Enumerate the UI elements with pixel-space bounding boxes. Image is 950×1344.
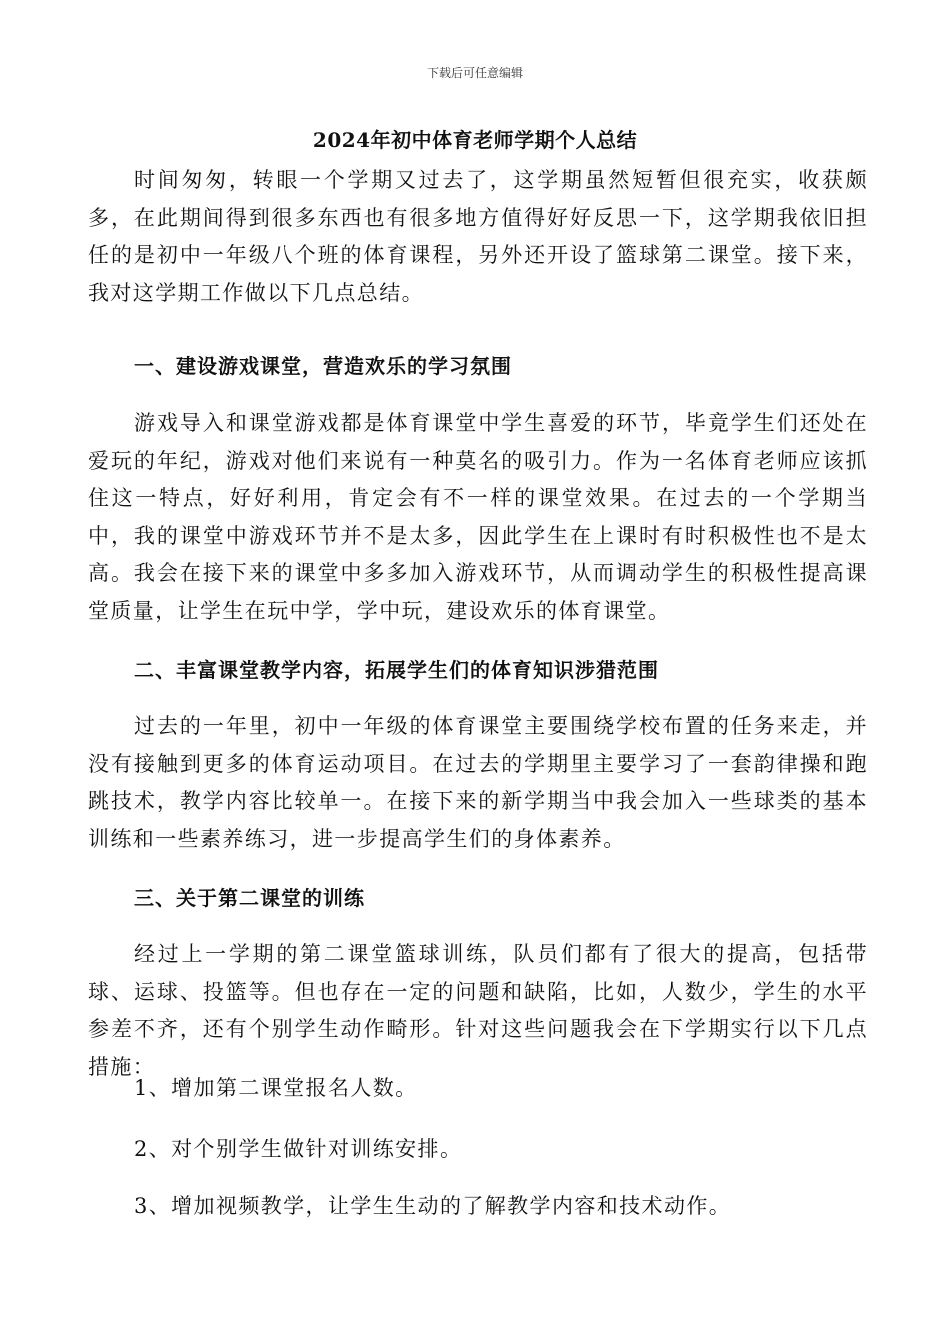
measure-item-1: 1、增加第二课堂报名人数。 xyxy=(134,1076,418,1100)
measure-item-3: 3、增加视频教学，让学生生动的了解教学内容和技术动作。 xyxy=(134,1194,732,1218)
section-heading-3: 三、关于第二课堂的训练 xyxy=(134,886,365,910)
section-body-2: 过去的一年里，初中一年级的体育课堂主要围绕学校布置的任务来走，并没有接触到更多的体育运动项目。在过去的学期里主要学习了一套韵律操和跑跳技术，教学内容比较单一。在接下来的新学期当中我会加入一些球类的基本训练和一些素养练习，进一步提高学生们的身体素养。 xyxy=(88,714,868,851)
section-body-3: 经过上一学期的第二课堂篮球训练，队员们都有了很大的提高，包括带球、运球、投篮等。但也存在一定的问题和缺陷，比如，人数少，学生的水平参差不齐，还有个别学生动作畸形。针对这些问题我会在下学期实行以下几点措施： xyxy=(88,942,868,1079)
measure-item-2: 2、对个别学生做针对训练安排。 xyxy=(134,1137,463,1161)
section-heading-2: 二、丰富课堂教学内容，拓展学生们的体育知识涉猎范围 xyxy=(134,658,659,682)
intro-paragraph: 时间匆匆，转眼一个学期又过去了，这学期虽然短暂但很充实，收获颇多，在此期间得到很多东西也有很多地方值得好好反思一下，这学期我依旧担任的是初中一年级八个班的体育课程，另外还开设了篮球第二课堂。接下来，我对这学期工作做以下几点总结。 xyxy=(88,168,868,305)
section-body-1: 游戏导入和课堂游戏都是体育课堂中学生喜爱的环节，毕竟学生们还处在爱玩的年纪，游戏对他们来说有一种莫名的吸引力。作为一名体育老师应该抓住这一特点，好好利用，肯定会有不一样的课堂效果。在过去的一个学期当中，我的课堂中游戏环节并不是太多，因此学生在上课时有时积极性也不是太高。我会在接下来的课堂中多多加入游戏环节，从而调动学生的积极性提高课堂质量，让学生在玩中学，学中玩，建设欢乐的体育课堂。 xyxy=(88,411,868,623)
document-title: 2024年初中体育老师学期个人总结 xyxy=(312,128,638,152)
header-note: 下载后可任意编辑 xyxy=(426,66,523,80)
section-heading-1: 一、建设游戏课堂，营造欢乐的学习氛围 xyxy=(134,354,512,378)
